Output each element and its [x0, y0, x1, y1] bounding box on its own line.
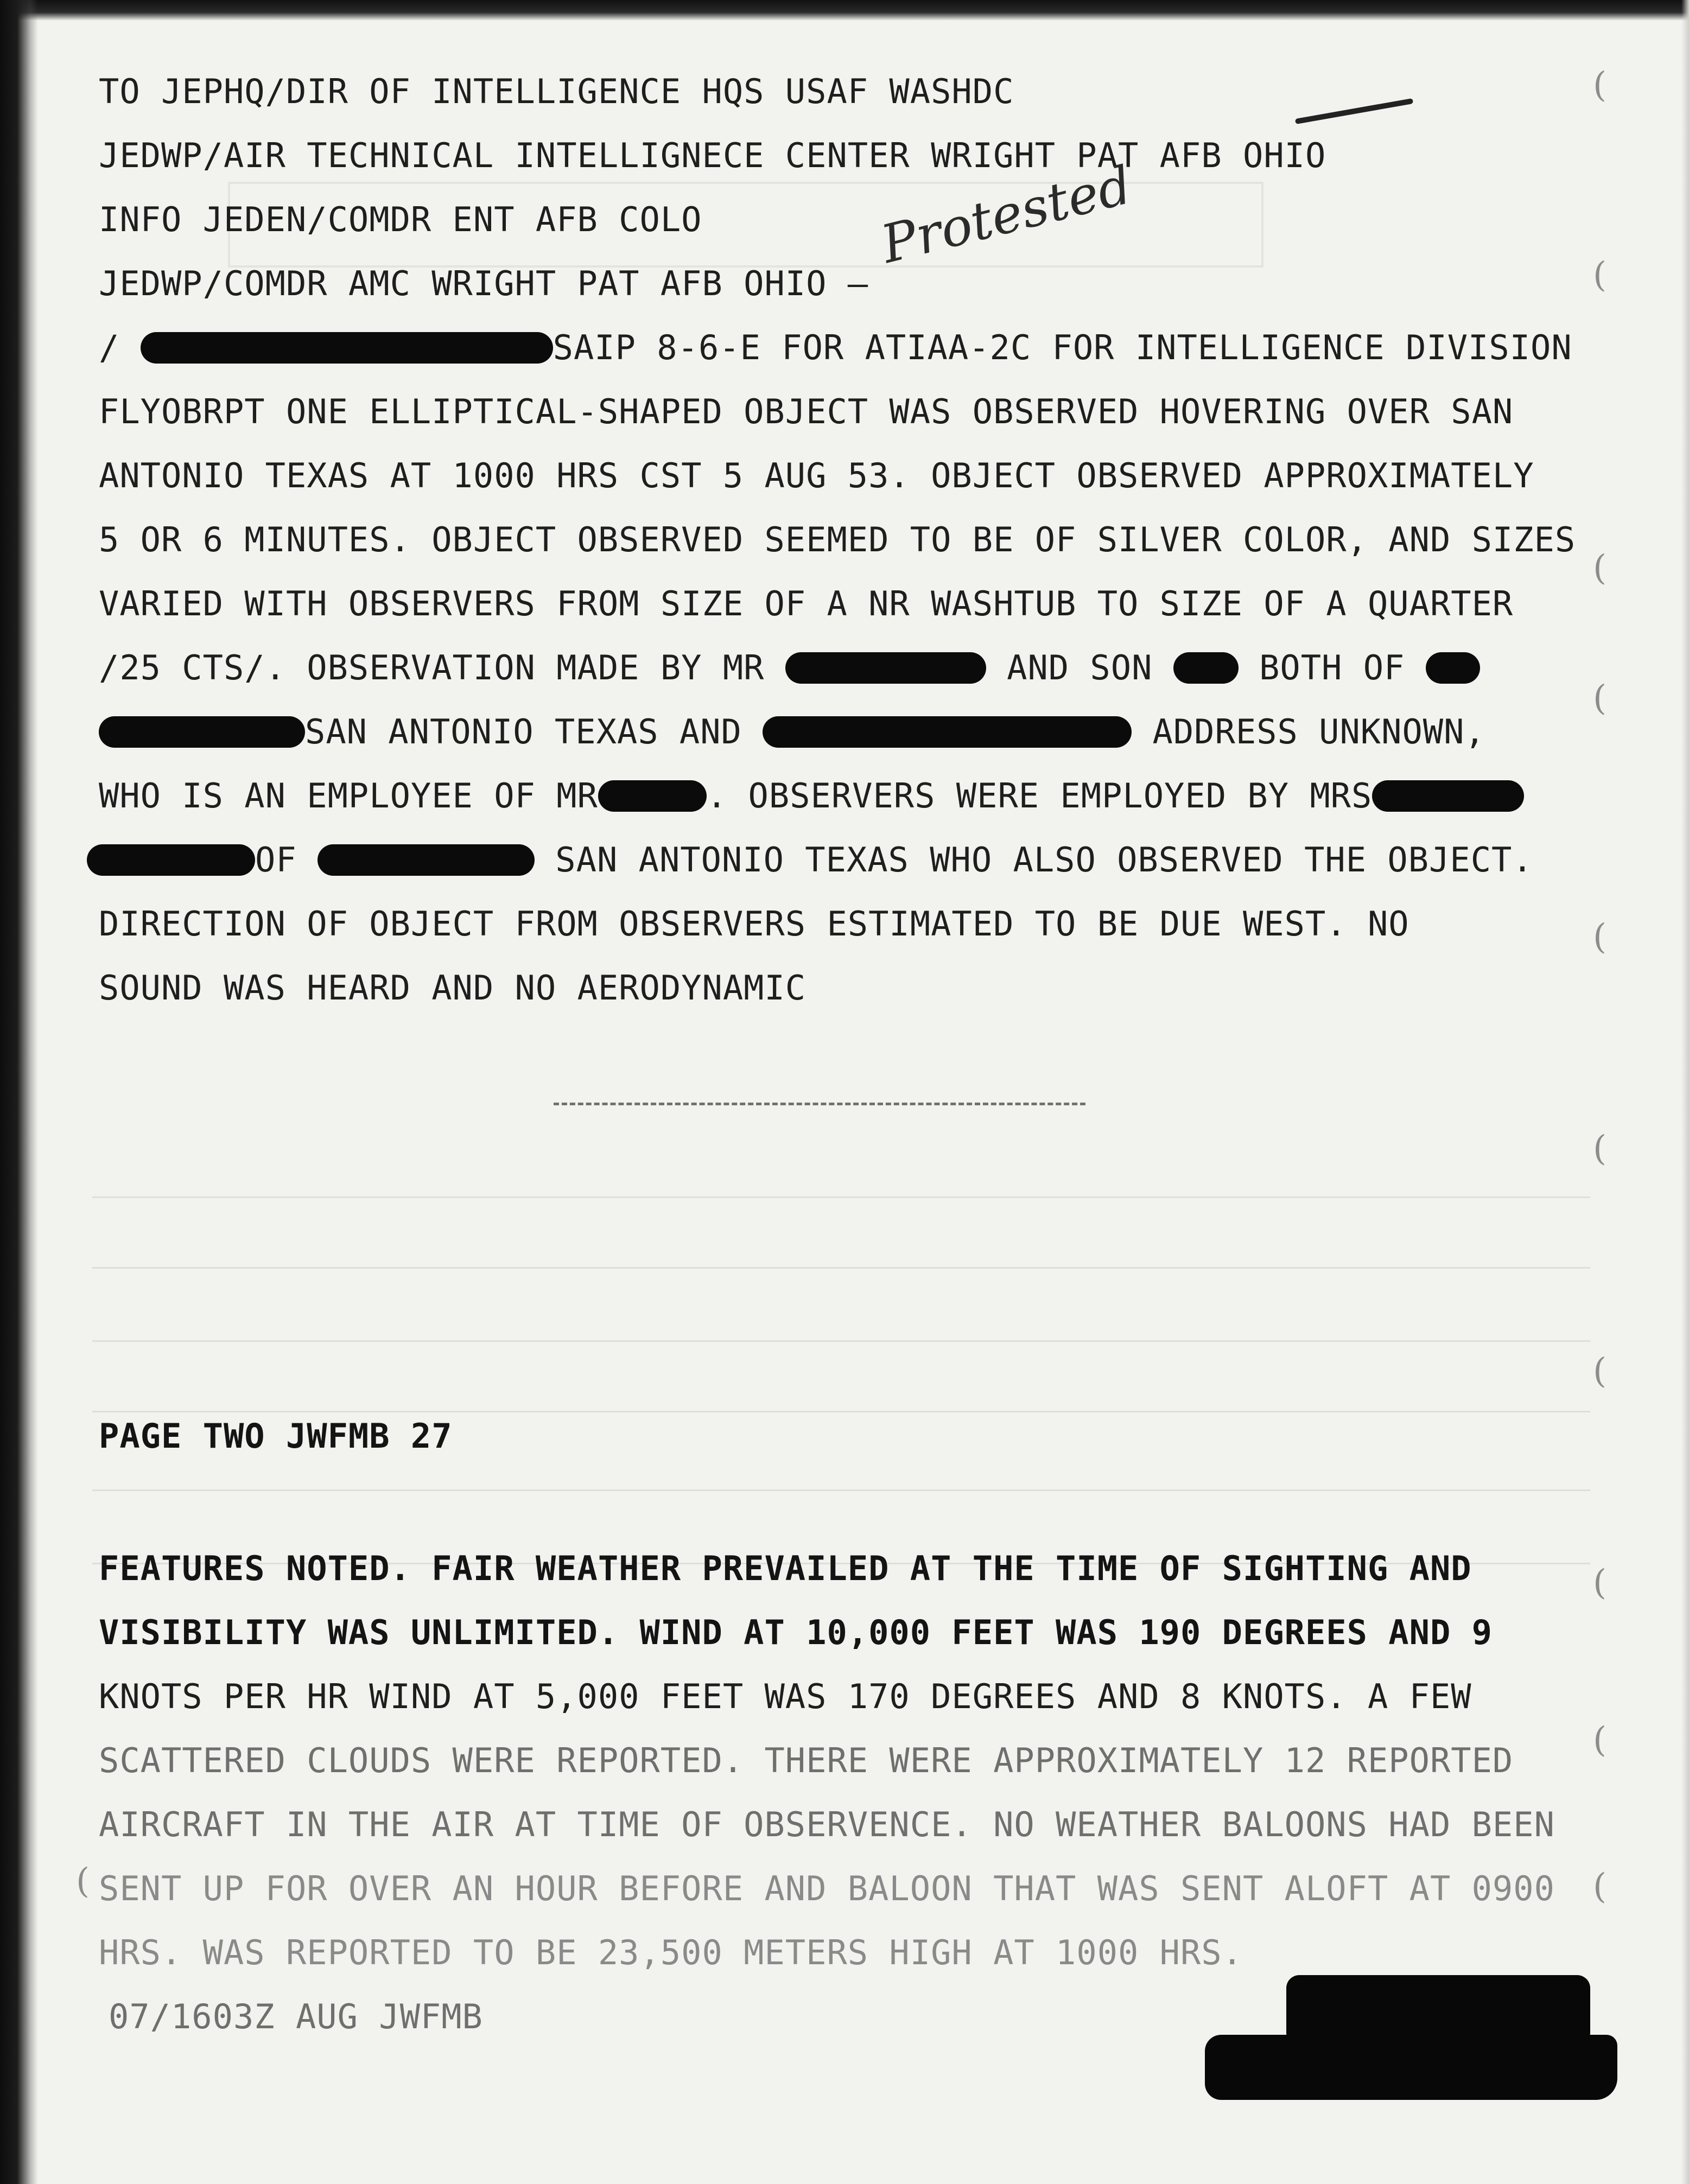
scan-border-left — [0, 0, 38, 2184]
message-line: SOUND WAS HEARD AND NO AERODYNAMIC — [99, 968, 807, 1008]
message-line: HRS. WAS REPORTED TO BE 23,500 METERS HIGH AT 1000 HRS. — [99, 1933, 1243, 1972]
redaction-bar — [99, 716, 305, 748]
margin-mark: ( — [1593, 917, 1607, 957]
bleed-through-line — [92, 1267, 1590, 1269]
redaction-block — [1205, 1975, 1617, 2100]
scan-border-top — [0, 0, 1689, 21]
margin-mark: ( — [1593, 548, 1607, 588]
redaction-bar — [1173, 652, 1239, 684]
text-segment: AND SON — [986, 648, 1173, 687]
text-segment: . OBSERVERS WERE EMPLOYED BY MRS — [706, 776, 1373, 816]
page-header: PAGE TWO JWFMB 27 — [99, 1416, 453, 1456]
message-line: INFO JEDEN/COMDR ENT AFB COLO — [99, 200, 702, 239]
message-line: JEDWP/AIR TECHNICAL INTELLIGNECE CENTER WRIGHT PAT AFB OHIO — [99, 136, 1326, 175]
text-segment: WHO IS AN EMPLOYEE OF MR — [99, 776, 598, 816]
margin-mark: ( — [1593, 255, 1607, 295]
message-line: FLYOBRPT ONE ELLIPTICAL-SHAPED OBJECT WAS OBSERVED HOVERING OVER SAN — [99, 392, 1514, 431]
message-line: ANTONIO TEXAS AT 1000 HRS CST 5 AUG 53. OBJECT OBSERVED APPROXIMATELY — [99, 456, 1534, 495]
message-line: 5 OR 6 MINUTES. OBJECT OBSERVED SEEMED TO BE OF SILVER COLOR, AND SIZES — [99, 520, 1576, 559]
text-segment: SAIP 8-6-E FOR ATIAA-2C FOR INTELLIGENCE DIVISION — [553, 328, 1572, 367]
pen-stroke — [1295, 98, 1413, 124]
dashed-rule — [554, 1103, 1085, 1105]
message-line: DIRECTION OF OBJECT FROM OBSERVERS ESTIMATED TO BE DUE WEST. NO — [99, 904, 1409, 944]
message-footer: 07/1603Z AUG JWFMB — [109, 1997, 483, 2036]
bleed-through-line — [92, 1411, 1590, 1412]
margin-mark: ( — [1593, 65, 1607, 105]
text-segment: OF — [255, 840, 318, 880]
margin-mark: ( — [1593, 1720, 1607, 1760]
message-line: FEATURES NOTED. FAIR WEATHER PREVAILED AT THE TIME OF SIGHTING AND — [99, 1549, 1472, 1588]
message-line — [87, 840, 1533, 880]
message-line: VARIED WITH OBSERVERS FROM SIZE OF A NR WASHTUB TO SIZE OF A QUARTER — [99, 584, 1514, 623]
redaction-bar — [141, 332, 553, 364]
text-segment: /25 CTS/. OBSERVATION MADE BY MR — [99, 648, 785, 687]
message-line — [99, 328, 1572, 368]
redaction-bar — [598, 780, 707, 812]
bleed-through-line — [92, 1340, 1590, 1342]
message-line: SCATTERED CLOUDS WERE REPORTED. THERE WERE APPROXIMATELY 12 REPORTED — [99, 1741, 1514, 1780]
text-segment: SAN ANTONIO TEXAS AND — [305, 712, 763, 752]
handwritten-annotation: Protested — [875, 154, 1138, 275]
message-line: KNOTS PER HR WIND AT 5,000 FEET WAS 170 DEGREES AND 8 KNOTS. A FEW — [99, 1677, 1472, 1716]
text-segment: BOTH OF — [1238, 648, 1426, 687]
margin-mark: ( — [1593, 1563, 1607, 1603]
message-line — [99, 776, 1524, 816]
redaction-bar — [1426, 652, 1480, 684]
margin-mark: ( — [1593, 678, 1607, 718]
redaction-bar — [1205, 2035, 1617, 2100]
margin-mark: ( — [1593, 1129, 1607, 1169]
text-segment: ADDRESS UNKNOWN, — [1132, 712, 1485, 752]
message-line: SENT UP FOR OVER AN HOUR BEFORE AND BALOON THAT WAS SENT ALOFT AT 0900 — [99, 1869, 1555, 1908]
redaction-bar — [763, 716, 1132, 748]
margin-mark: ( — [76, 1861, 90, 1901]
message-line — [99, 648, 1480, 688]
message-line: JEDWP/COMDR AMC WRIGHT PAT AFB OHIO — — [99, 264, 869, 303]
bleed-through-line — [92, 1196, 1590, 1198]
margin-mark: ( — [1593, 1867, 1607, 1907]
message-line: AIRCRAFT IN THE AIR AT TIME OF OBSERVENCE. NO WEATHER BALOONS HAD BEEN — [99, 1805, 1555, 1844]
scan-border-right — [1681, 0, 1689, 2184]
bleed-through-line — [92, 1489, 1590, 1491]
text-segment: / — [99, 328, 141, 367]
redaction-bar — [785, 652, 986, 684]
text-segment: SAN ANTONIO TEXAS WHO ALSO OBSERVED THE OBJECT. — [534, 840, 1533, 880]
redaction-bar — [1372, 780, 1524, 812]
margin-mark: ( — [1593, 1351, 1607, 1391]
redaction-bar — [318, 844, 535, 876]
message-line — [99, 712, 1485, 752]
redaction-bar — [87, 844, 255, 876]
message-line: TO JEPHQ/DIR OF INTELLIGENCE HQS USAF WASHDC — [99, 72, 1014, 111]
message-line: VISIBILITY WAS UNLIMITED. WIND AT 10,000 FEET WAS 190 DEGREES AND 9 — [99, 1613, 1493, 1652]
